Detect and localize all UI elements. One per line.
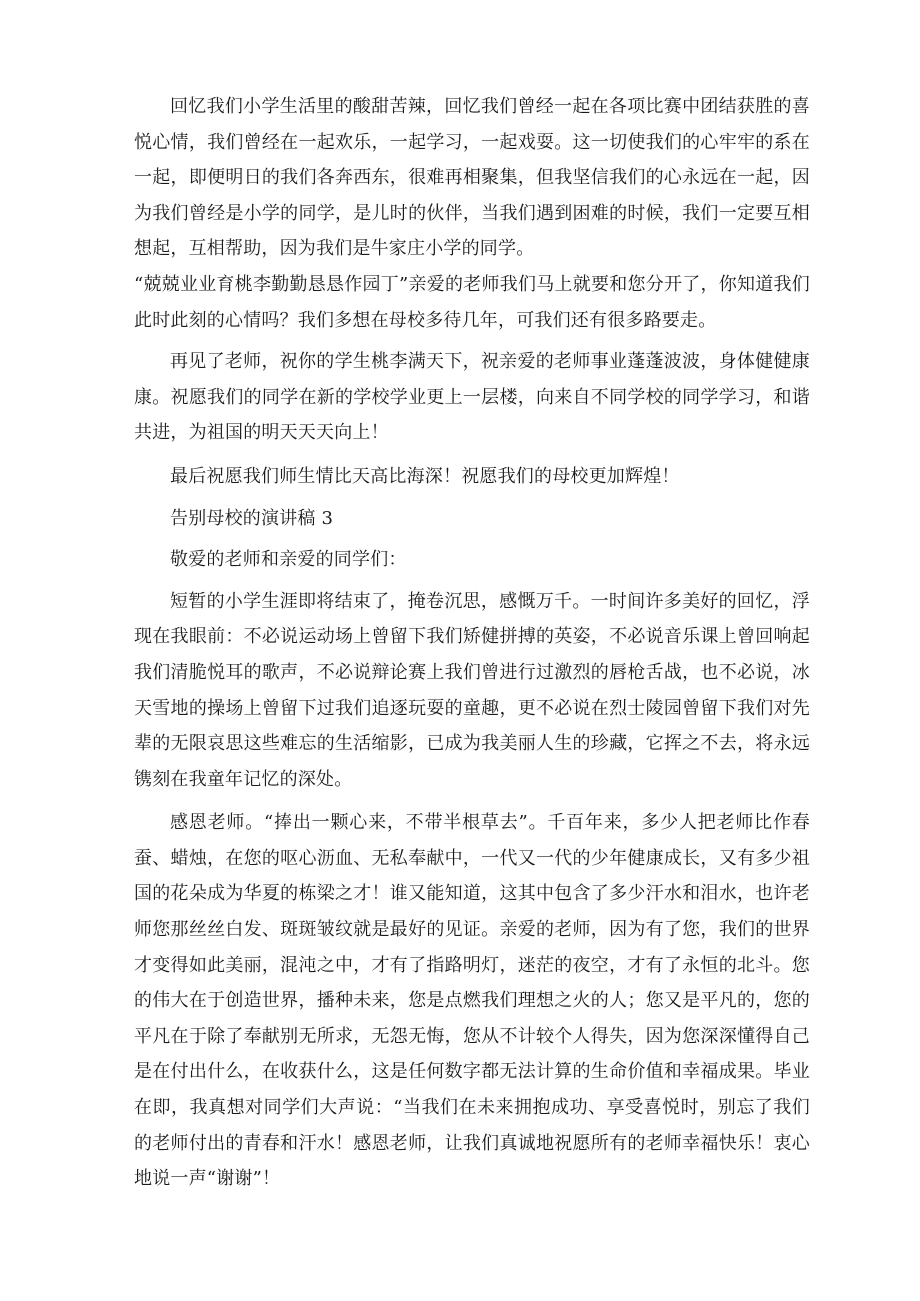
- paragraph-final-wish: 最后祝愿我们师生情比天高比海深！祝愿我们的母校更加辉煌！: [170, 465, 680, 487]
- section-heading: 告别母校的演讲稿 3: [170, 507, 334, 529]
- document-body: [134, 89, 810, 1197]
- paragraph-memories: 回忆我们小学生活里的酸甜苦辣，回忆我们曾经一起在各项比赛中团结获胜的喜悦心情，我们曾经在一起欢乐，一起学习，一起戏耍。这一切使我们的心牢牢的系在一起，即便明日的我们各奔西东，很难再相聚集，但我坚信我们的心永远在一起，因为我们曾经是小学的同学，是儿时的伙伴，当我们遇到困难的时候，我们一定要互相想起，互相帮助，因为我们是牛家庄小学的同学。: [134, 96, 810, 260]
- paragraph-goodbye-wishes: 再见了老师，祝你的学生桃李满天下，祝亲爱的老师事业蓬蓬波波，身体健健康康。祝愿我们的同学在新的学校学业更上一层楼，向来自不同学校的同学学习，和谐共进，为祖国的明天天天向上！: [134, 351, 810, 444]
- paragraph-teacher-farewell: “兢兢业业育桃李勤勤恳恳作园丁”亲爱的老师我们马上就要和您分开了，你知道我们此时此刻的心情吗？我们多想在母校多待几年，可我们还有很多路要走。: [134, 273, 810, 331]
- paragraph-thank-teachers: 感恩老师。“捧出一颗心来，不带半根草去”。千百年来，多少人把老师比作春蚕、蜡烛，在您的呕心沥血、无私奉献中，一代又一代的少年健康成长，又有多少祖国的花朵成为华夏的栋梁之才！谁又能知道，这其中包含了多少汗水和泪水，也许老师您那丝丝白发、斑斑皱纹就是最好的见证。亲爱的老师，因为有了您，我们的世界才变得如此美丽，混沌之中，才有了指路明灯，迷茫的夜空，才有了永恒的北斗。您的伟大在于创造世界，播种未来，您是点燃我们理想之火的人；您又是平凡的，您的平凡在于除了奉献别无所求，无怨无悔，您从不计较个人得失，因为您深深懂得自己是在付出什么，在收获什么，这是任何数字都无法计算的生命价值和幸福成果。毕业在即，我真想对同学们大声说：“当我们在未来拥抱成功、享受喜悦时，别忘了我们的老师付出的青春和汗水！感恩老师，让我们真诚地祝愿所有的老师幸福快乐！衷心地说一声“谢谢”！: [134, 812, 810, 1190]
- paragraph-school-life: 短暂的小学生涯即将结束了，掩卷沉思，感慨万千。一时间许多美好的回忆，浮现在我眼前：不必说运动场上曾留下我们矫健拼搏的英姿，不必说音乐课上曾回响起我们清脆悦耳的歌声，不必说辩论赛上我们曾进行过激烈的唇枪舌战，也不必说，冰天雪地的操场上曾留下过我们追逐玩耍的童趣，更不必说在烈士陵园曾留下我们对先辈的无限哀思这些难忘的生活缩影，已成为我美丽人生的珍藏，它挥之不去，将永远镌刻在我童年记忆的深处。: [134, 590, 810, 790]
- salutation: 敬爱的老师和亲爱的同学们：: [170, 549, 407, 571]
